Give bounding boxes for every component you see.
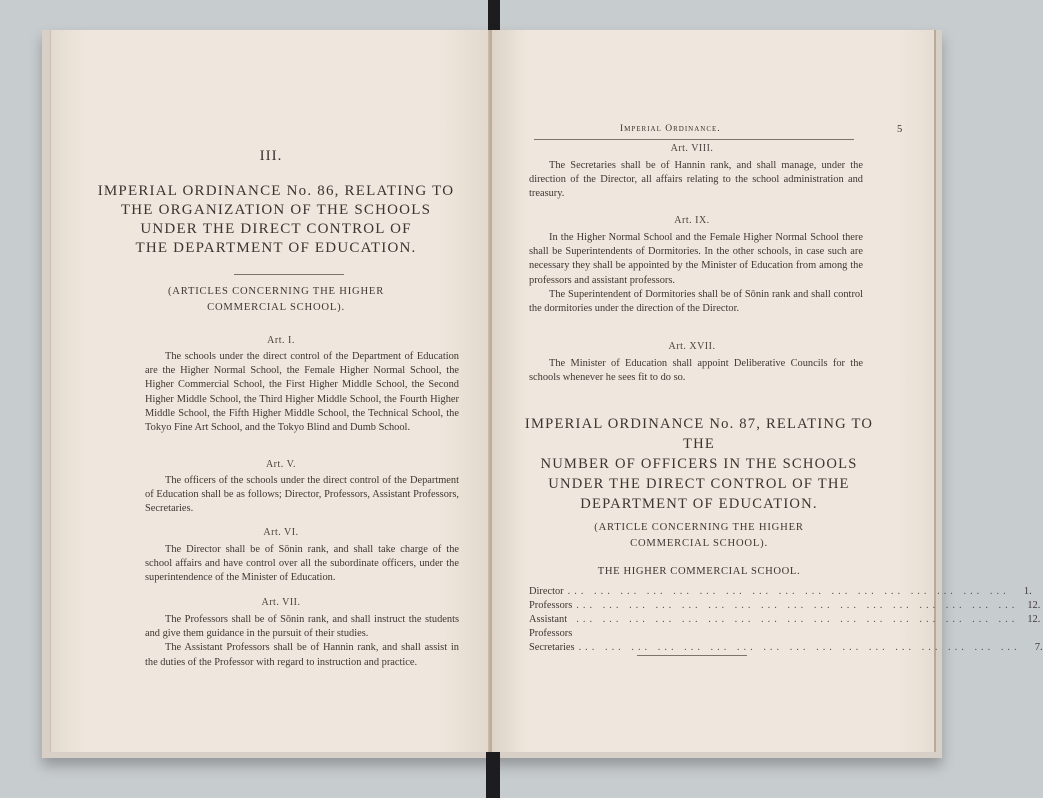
open-book [42,30,1043,758]
header-rule [534,139,854,140]
subtitle-line: (ARTICLES CONCERNING THE HIGHER [167,286,385,297]
subtitle-line: COMMERCIAL SCHOOL). [630,538,768,549]
subtitle-line: COMMERCIAL SCHOOL). [207,302,345,313]
officer-count: 7. [1034,642,1043,653]
article-body [145,543,459,586]
book-spine-bottom [486,752,500,798]
article-heading: Art. XVII. [668,341,716,352]
school-heading: THE HIGHER COMMERCIAL SCHOOL. [597,566,801,577]
right-page [492,30,1043,752]
dot-leader: ... ... ... ... ... ... ... ... ... ... ... ... ... ... ... ... ... [578,642,1021,653]
title-line: IMPERIAL ORDINANCE No. 86, RELATING TO [97,183,455,199]
ordinance-87-subtitle [514,520,884,552]
article-body [529,231,863,316]
subtitle-line: (ARTICLE CONCERNING THE HIGHER [594,522,804,533]
dot-leader: ... ... ... ... ... ... ... ... ... ... ... ... ... ... ... ... ... [576,614,1019,625]
article-paragraph: The Assistant Professors shall be of Hannin rank, and shall assist in the duties of the Professor with regard to instruction and practice. [145,642,459,668]
roster-row [529,641,1043,655]
article-paragraph: The Minister of Education shall appoint Deliberative Councils for the schools whenever he sees fit to do so. [529,358,863,384]
left-page [50,30,491,752]
article-body [145,350,459,435]
ordinance-86-title [91,182,461,258]
article-heading: Art. VI. [263,527,299,538]
title-line: UNDER THE DIRECT CONTROL OF THE [548,476,850,492]
officer-title: Professors [529,600,573,611]
article-body [529,357,863,385]
book-spine-top [488,0,500,32]
article-paragraph: The Professors shall be of Sōnin rank, and shall instruct the students and give them guidance in the pursuit of their studies. [145,614,459,640]
officer-title: Assistant Professors [529,614,573,639]
roster-row [529,599,1041,613]
article-heading: Art. I. [267,335,295,346]
officer-count: 12. [1027,614,1041,625]
officer-count: 12. [1027,600,1041,611]
title-line: UNDER THE DIRECT CONTROL OF [140,221,412,237]
title-line: DEPARTMENT OF EDUCATION. [580,496,818,512]
title-line: NUMBER OF OFFICERS IN THE SCHOOLS [540,456,858,472]
officer-title: Secretaries [529,642,575,653]
ordinance-86-subtitle [91,284,461,316]
running-head: Imperial Ordinance. [620,124,721,134]
article-paragraph: In the Higher Normal School and the Female Higher Normal School there shall be Superintendents of Dormitories. In the other schools, in case such are necessary they shall be appointed by the Minister of Education from among the professors and assistant professors. [529,232,863,286]
officer-title: Director [529,586,564,597]
article-paragraph: The officers of the schools under the direct control of the Department of Education shall be as follows; Director, Professors, Assistant Professors, Secretaries. [145,475,459,515]
ordinance-87-title [514,414,884,514]
section-number: III. [259,148,283,164]
article-body [145,613,459,670]
article-heading: Art. V. [265,459,297,470]
roster-row [529,585,1032,599]
title-line: IMPERIAL ORDINANCE No. 87, RELATING TO THE [524,416,874,452]
closing-rule [637,655,747,656]
article-paragraph: The schools under the direct control of the Department of Education are the Higher Normal School, the Female Higher Normal School, the Higher Commercial School, the First Higher Middle School, the Second Higher Middle School, the Third Higher Middle School, the Fourth Higher Middle School, the Fifth Higher Middle School, the Technical School, the Tokyo Fine Art School, and the Tokyo Blind and Dumb School. [145,351,459,434]
dot-leader: ... ... ... ... ... ... ... ... ... ... ... ... ... ... ... ... ... [567,586,1010,597]
dot-leader: ... ... ... ... ... ... ... ... ... ... ... ... ... ... ... ... ... [576,600,1019,611]
page-number: 5 [897,124,903,135]
article-paragraph: The Secretaries shall be of Hannin rank, and shall manage, under the direction of the Director, all affairs relating to the school administration and treasury. [529,160,863,200]
article-paragraph: The Director shall be of Sōnin rank, and shall take charge of the school affairs and have control over all the subordinate officers, under the superintendence of the Minister of Education. [145,544,459,584]
title-line: THE ORGANIZATION OF THE SCHOOLS [120,202,432,218]
roster-row [529,613,1041,641]
divider-rule [234,274,344,275]
officer-count: 1. [1023,586,1032,597]
article-body [145,474,459,517]
article-heading: Art. VII. [261,597,301,608]
title-line: THE DEPARTMENT OF EDUCATION. [135,240,417,256]
article-body [529,159,863,202]
article-paragraph: The Superintendent of Dormitories shall be of Sōnin rank and shall control the dormitories under the direction of the Director. [529,288,863,315]
officer-roster [529,585,1043,655]
article-heading: Art. IX. [674,215,710,226]
article-heading: Art. VIII. [670,143,714,154]
